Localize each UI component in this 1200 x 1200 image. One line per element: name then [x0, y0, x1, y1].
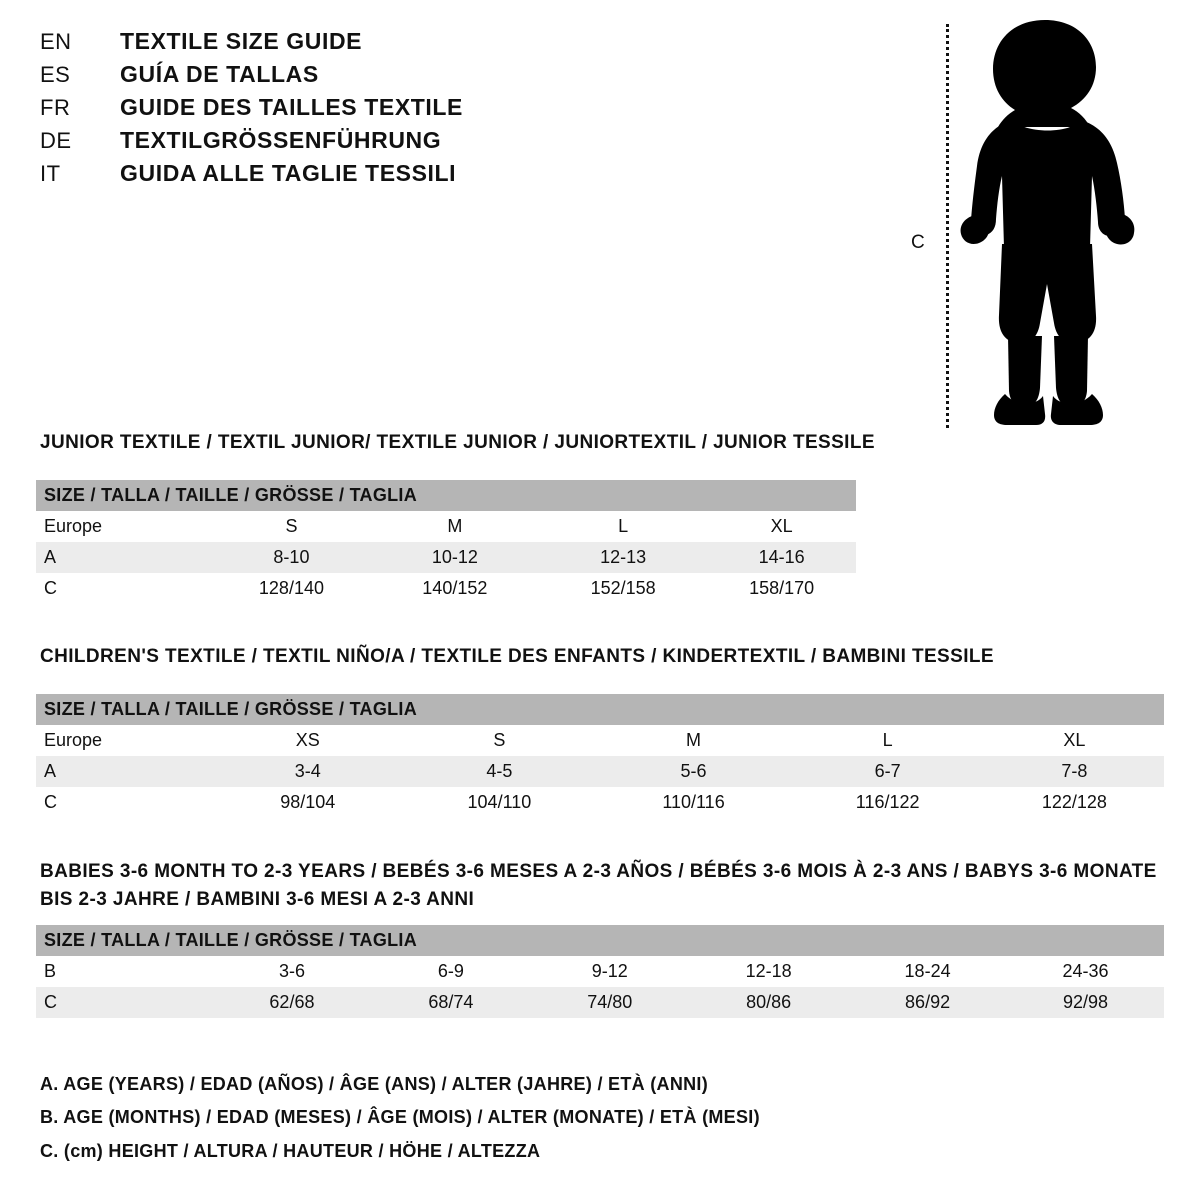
dimension-c-label: C [911, 232, 925, 253]
table-row [36, 987, 1164, 1018]
height-measure-figure [905, 10, 1155, 430]
header-title-text: TEXTILE SIZE GUIDE [120, 28, 363, 54]
cell-value: XS [213, 725, 402, 756]
table-row [36, 756, 1164, 787]
cell-value: 116/122 [791, 787, 985, 818]
babies-size-table [36, 925, 1164, 1018]
section-title-babies: BABIES 3-6 MONTH TO 2-3 YEARS / BEBÉS 3-6 MESES A 2-3 AÑOS / BÉBÉS 3-6 MOIS À 2-3 ANS / BABYS 3-6 MONATE BIS 2-3 JAHRE / BAMBINI 3-6 MESI A 2-3 ANNI [40, 861, 1157, 910]
cell-value: 140/152 [371, 573, 539, 604]
cell-value: 10-12 [371, 542, 539, 573]
cell-value: 122/128 [985, 787, 1164, 818]
cell-value: 6-9 [371, 956, 530, 987]
cell-value: 80/86 [689, 987, 848, 1018]
table-row [36, 573, 856, 604]
cell-value: 152/158 [539, 573, 707, 604]
cell-value: 110/116 [596, 787, 790, 818]
band-label: SIZE / TALLA / TAILLE / GRÖSSE / TAGLIA [36, 480, 856, 511]
cell-value: 14-16 [707, 542, 856, 573]
cell-value: M [371, 511, 539, 542]
table-row [36, 725, 1164, 756]
header-row [40, 28, 600, 55]
header-row [40, 160, 600, 187]
legend-block [40, 1068, 760, 1168]
cell-value: 12-13 [539, 542, 707, 573]
cell-value: 158/170 [707, 573, 856, 604]
cell-value: 92/98 [1007, 987, 1164, 1018]
header-lang-code: FR [40, 95, 71, 120]
dimension-dotted-line [946, 24, 949, 428]
junior-size-table [36, 480, 856, 604]
cell-value: 104/110 [402, 787, 596, 818]
table-band-header [36, 694, 1164, 725]
band-label: SIZE / TALLA / TAILLE / GRÖSSE / TAGLIA [36, 694, 1164, 725]
header-row [40, 61, 600, 88]
cell-value: 24-36 [1007, 956, 1164, 987]
header-title-text: TEXTILGRÖSSENFÜHRUNG [120, 127, 442, 153]
header-lang-code: ES [40, 62, 71, 87]
cell-value: 8-10 [212, 542, 370, 573]
table-row [36, 511, 856, 542]
cell-value: L [791, 725, 985, 756]
cell-value: 9-12 [530, 956, 689, 987]
cell-value: 6-7 [791, 756, 985, 787]
row-label: C [36, 573, 212, 604]
cell-value: S [402, 725, 596, 756]
cell-value: 5-6 [596, 756, 790, 787]
cell-value: 3-6 [213, 956, 372, 987]
table-row [36, 542, 856, 573]
section-title-junior: JUNIOR TEXTILE / TEXTIL JUNIOR/ TEXTILE JUNIOR / JUNIORTEXTIL / JUNIOR TESSILE [40, 432, 875, 453]
cell-value: 12-18 [689, 956, 848, 987]
table-band-header [36, 480, 856, 511]
row-label: C [36, 787, 213, 818]
header-lang-code: DE [40, 128, 72, 153]
row-label: Europe [36, 511, 212, 542]
cell-value: 4-5 [402, 756, 596, 787]
band-label: SIZE / TALLA / TAILLE / GRÖSSE / TAGLIA [36, 925, 1164, 956]
cell-value: 18-24 [848, 956, 1007, 987]
legend-line-b: B. AGE (MONTHS) / EDAD (MESES) / ÂGE (MOIS) / ALTER (MONATE) / ETÀ (MESI) [40, 1107, 760, 1128]
cell-value: 62/68 [213, 987, 372, 1018]
row-label: A [36, 756, 213, 787]
size-guide-header [40, 28, 600, 193]
children-size-table [36, 694, 1164, 818]
cell-value: XL [707, 511, 856, 542]
row-label: B [36, 956, 213, 987]
header-title-text: GUIDA ALLE TAGLIE TESSILI [120, 160, 457, 186]
row-label: C [36, 987, 213, 1018]
header-lang-code: EN [40, 29, 72, 54]
header-row [40, 127, 600, 154]
table-row [36, 787, 1164, 818]
cell-value: 74/80 [530, 987, 689, 1018]
row-label: Europe [36, 725, 213, 756]
cell-value: S [212, 511, 370, 542]
cell-value: L [539, 511, 707, 542]
row-label: A [36, 542, 212, 573]
cell-value: 3-4 [213, 756, 402, 787]
cell-value: 7-8 [985, 756, 1164, 787]
table-band-header [36, 925, 1164, 956]
cell-value: 68/74 [371, 987, 530, 1018]
header-title-text: GUÍA DE TALLAS [120, 61, 319, 87]
header-lang-code: IT [40, 161, 61, 186]
cell-value: 98/104 [213, 787, 402, 818]
section-title-children: CHILDREN'S TEXTILE / TEXTIL NIÑO/A / TEXTILE DES ENFANTS / KINDERTEXTIL / BAMBINI TESSILE [40, 646, 994, 667]
cell-value: 128/140 [212, 573, 370, 604]
cell-value: M [596, 725, 790, 756]
legend-line-a: A. AGE (YEARS) / EDAD (AÑOS) / ÂGE (ANS) / ALTER (JAHRE) / ETÀ (ANNI) [40, 1074, 709, 1094]
header-row [40, 94, 600, 121]
cell-value: XL [985, 725, 1164, 756]
child-silhouette-icon [950, 16, 1150, 428]
table-row [36, 956, 1164, 987]
cell-value: 86/92 [848, 987, 1007, 1018]
header-title-text: GUIDE DES TAILLES TEXTILE [120, 94, 463, 120]
legend-line-c: C. (cm) HEIGHT / ALTURA / HAUTEUR / HÖHE / ALTEZZA [40, 1140, 541, 1161]
